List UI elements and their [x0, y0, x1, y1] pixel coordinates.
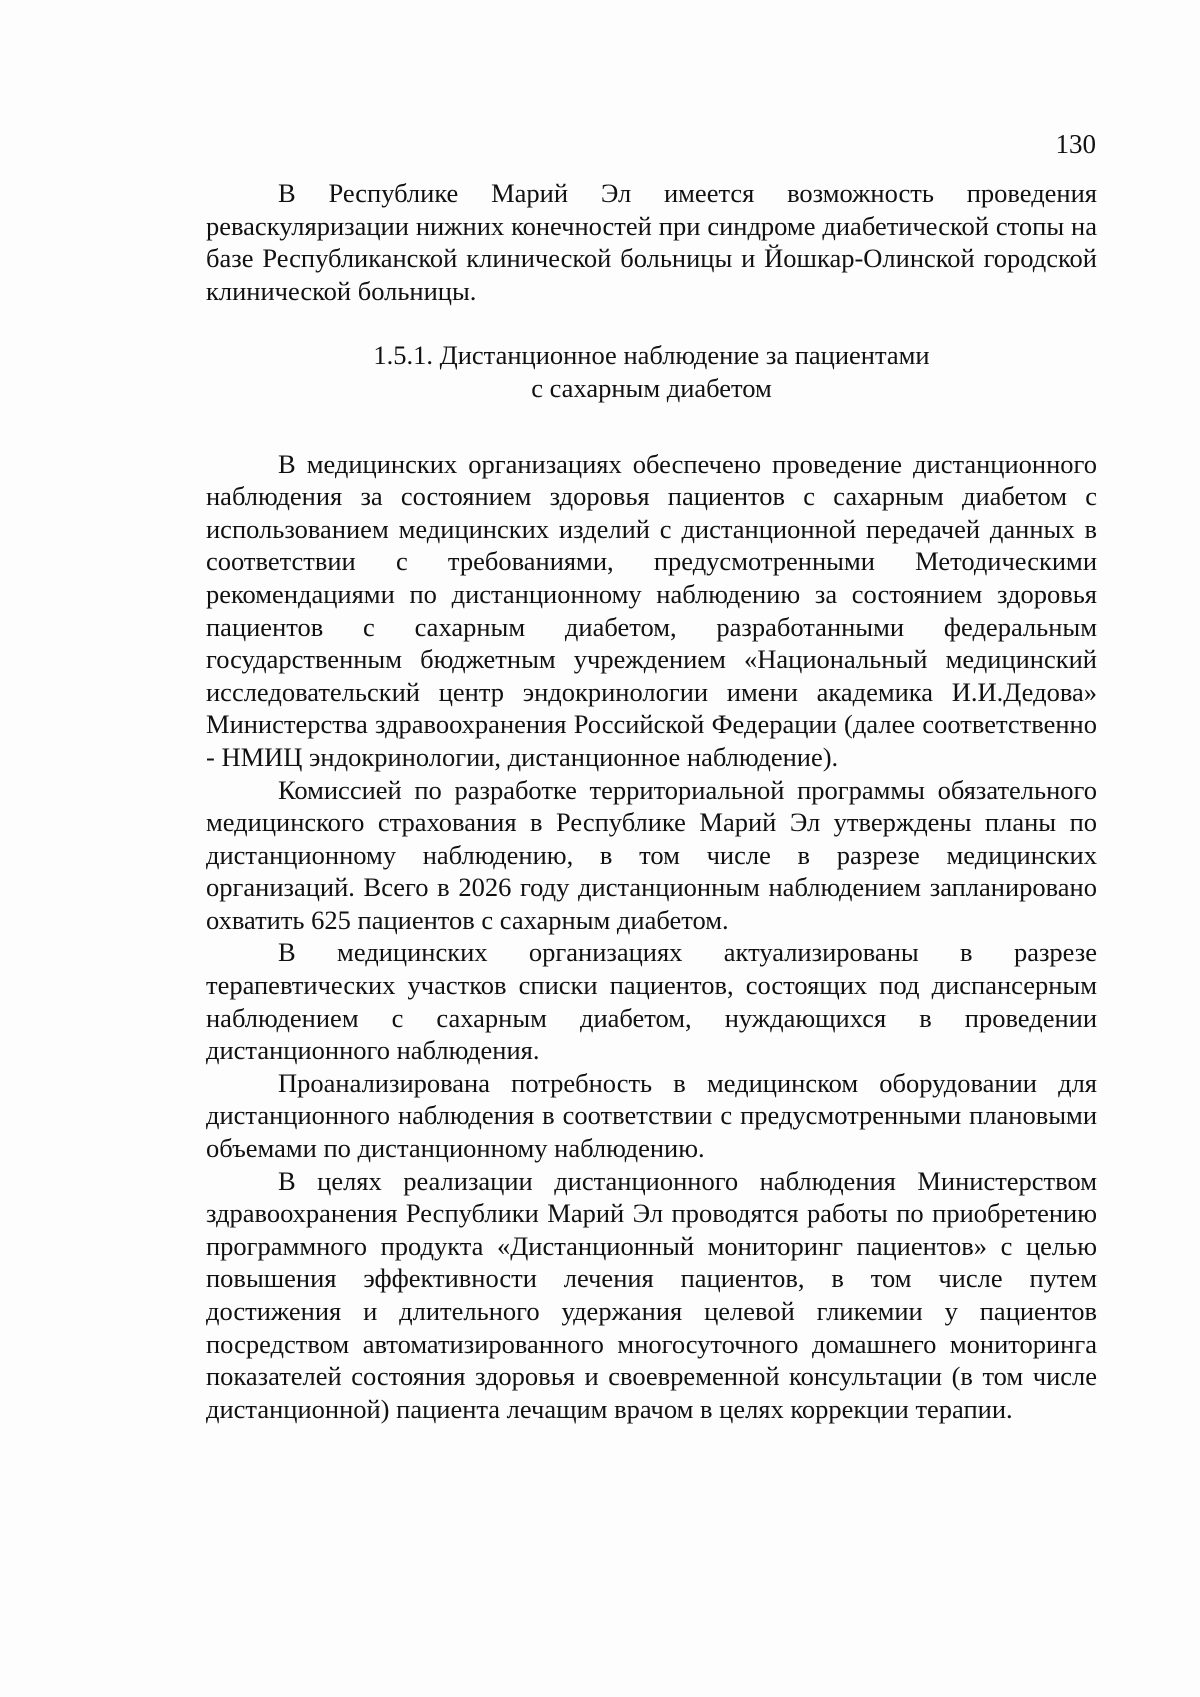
intro-paragraph: В Республике Марий Эл имеется возможность проведения реваскуляризации нижних конечностей при синдроме диабетической стопы на базе Республиканской клинической больницы и Йошкар-Олинской городской клинической больницы. [206, 178, 1097, 306]
paragraph-software-procurement: В целях реализации дистанционного наблюдения Министерством здравоохранения Республики Марий Эл проводятся работы по приобретению программного продукта «Дистанционный мониторинг пациентов» с целью повышения эффективности лечения пациентов, в том числе путем достижения и длительного удержания целевой гликемии у пациентов посредством автоматизированного многосуточного домашнего мониторинга показателей состояния здоровья и своевременной консультации (в том числе дистанционной) пациента лечащим врачом в целях коррекции терапии. [206, 1165, 1097, 1424]
section-heading-line-1: 1.5.1. Дистанционное наблюдение за пациентами [373, 340, 930, 371]
paragraph-remote-monitoring: В медицинских организациях обеспечено проведение дистанционного наблюдения за состоянием здоровья пациентов с сахарным диабетом с использованием медицинских изделий с дистанционной передачей данных в соответствии с требованиями, предусмотренными Методическими рекомендациями по дистанционному наблюдению за состоянием здоровья пациентов с сахарным диабетом, разработанными федеральным государственным бюджетным учреждением «Национальный медицинский исследовательский центр эндокринологии имени академика И.И.Дедова» Министерства здравоохранения Российской Федерации (далее соответственно - НМИЦ эндокринологии, дистанционное наблюдение). [206, 448, 1097, 772]
section-heading-line-2: с сахарным диабетом [531, 372, 772, 403]
section-heading [206, 339, 1097, 404]
paragraph-commission-plans: Комиссией по разработке территориальной программы обязательного медицинского страхования в Республике Марий Эл утверждены планы по дистанционному наблюдению, в том числе в разрезе медицинских организаций. Всего в 2026 году дистанционным наблюдением запланировано охватить 625 пациентов с сахарным диабетом. [206, 774, 1097, 935]
paragraph-patient-lists: В медицинских организациях актуализированы в разрезе терапевтических участков списки пациентов, состоящих под диспансерным наблюдением с сахарным диабетом, нуждающихся в проведении дистанционного наблюдения. [206, 937, 1097, 1066]
document-body [206, 177, 1097, 1425]
paragraph-equipment-needs: Проанализирована потребность в медицинском оборудовании для дистанционного наблюдения в соответствии с предусмотренными плановыми объемами по дистанционному наблюдению. [206, 1067, 1097, 1164]
page-number: 130 [1055, 129, 1096, 159]
